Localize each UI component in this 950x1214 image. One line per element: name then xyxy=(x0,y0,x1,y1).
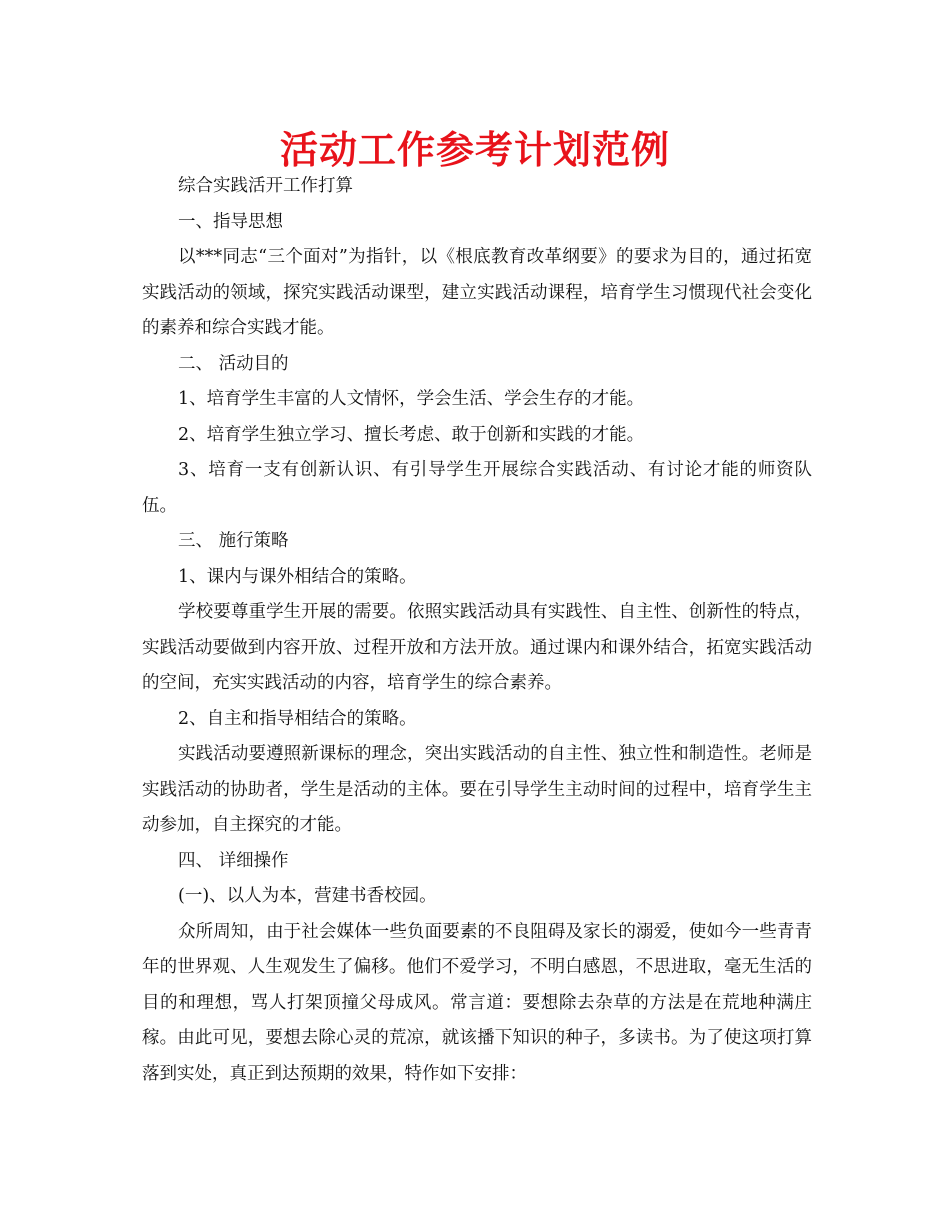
paragraph: 学校要尊重学生开展的需要。依照实践活动具有实践性、自主性、创新性的特点，实践活动要做到内容开放、过程开放和方法开放。通过课内和课外结合，拓宽实践活动的空间，充实实践活动的内容，培育学生的综合素养。 xyxy=(142,602,812,693)
section-heading-guiding-ideology: 一、指导思想 xyxy=(178,211,283,232)
list-item: 1、培育学生丰富的人文情怀，学会生活、学会生存的才能。 xyxy=(178,389,645,409)
section-heading-activity-goals: 二、 活动目的 xyxy=(178,353,289,374)
document-body xyxy=(142,169,812,1092)
section-heading-strategies: 三、 施行策略 xyxy=(178,531,289,551)
list-item: 3、培育一支有创新认识、有引导学生开展综合实践活动、有讨论才能的师资队伍。 xyxy=(142,460,812,516)
paragraph-subtitle: 综合实践活开工作打算 xyxy=(178,176,353,196)
sub-heading: (一)、以人为本，营建书香校园。 xyxy=(178,886,437,906)
section-heading-operations: 四、 详细操作 xyxy=(178,850,289,871)
list-item: 2、培育学生独立学习、擅长考虑、敢于创新和实践的才能。 xyxy=(178,424,645,445)
list-item: 1、课内与课外相结合的策略。 xyxy=(178,566,417,587)
list-item: 2、自主和指导相结合的策略。 xyxy=(178,708,417,729)
paragraph: 以***同志“三个面对”为指针，以《根底教育改革纲要》的要求为目的，通过拓宽实践活动的领域，探究实践活动课型，建立实践活动课程，培育学生习惯现代社会变化的素养和综合实践才能。 xyxy=(142,247,812,338)
paragraph: 实践活动要遵照新课标的理念，突出实践活动的自主性、独立性和制造性。老师是实践活动的协助者，学生是活动的主体。要在引导学生主动时间的过程中，培育学生主动参加，自主探究的才能。 xyxy=(142,744,812,835)
paragraph: 众所周知，由于社会媒体一些负面要素的不良阻碍及家长的溺爱，使如今一些青青年的世界观、人生观发生了偏移。他们不爱学习，不明白感恩，不思进取，毫无生活的目的和理想，骂人打架顶撞父母成风。常言道：要想除去杂草的方法是在荒地种满庄稼。由此可见，要想去除心灵的荒凉，就该播下知识的种子，多读书。为了使这项打算落到实处，真正到达预期的效果，特作如下安排： xyxy=(142,921,812,1084)
document-title: 活动工作参考计划范例 xyxy=(279,128,670,172)
